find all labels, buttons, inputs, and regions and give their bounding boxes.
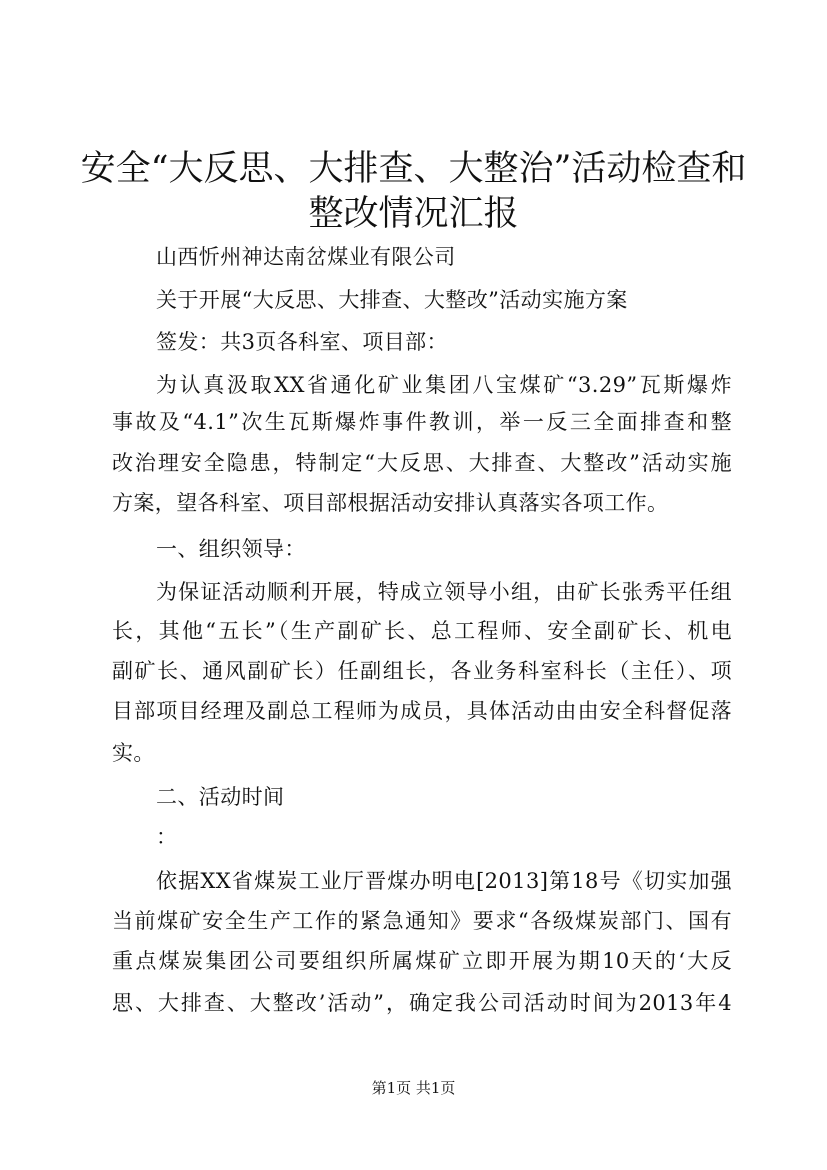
paragraph-line: 目部项目经理及副总工程师为成员，具体活动由由安全科督促落 [112,699,732,723]
paragraph-line: 改治理安全隐患，特制定“大反思、大排查、大整改”活动实施 [112,451,732,475]
colon-line: ： [156,825,178,849]
document-title-line-2: 整改情况汇报 [308,194,519,234]
paragraph-line: 方案，望各科室、项目部根据活动安排认真落实各项工作。 [112,491,669,515]
company-name: 山西忻州神达南岔煤业有限公司 [156,245,456,269]
paragraph-line: 为保证活动顺利开展，特成立领导小组，由矿长张秀平任组 [156,580,732,604]
paragraph-line: 副矿长、通风副矿长）任副组长，各业务科室科长（主任）、项 [112,659,732,683]
paragraph-line: 事故及“4.1”次生瓦斯爆炸事件教训，举一反三全面排查和整 [112,410,732,434]
issuance-line: 签发：共3页各科室、项目部： [156,330,448,354]
paragraph-line: 长，其他“五长”（生产副矿长、总工程师、安全副矿长、机电 [112,619,732,643]
paragraph-line: 重点煤炭集团公司要组织所属煤矿立即开展为期10天的‘大反 [112,949,732,973]
page-footer: 第1页 共1页 [371,1079,456,1097]
paragraph-line: 思、大排查、大整改’活动”，确定我公司活动时间为2013年4 [112,991,732,1015]
section-heading-organization: 一、组织领导： [156,537,306,561]
paragraph-line: 当前煤矿安全生产工作的紧急通知》要求“各级煤炭部门、国有 [112,909,732,933]
document-title-line-1: 安全“大反思、大排查、大整治”活动检查和 [80,149,747,189]
notice-heading: 关于开展“大反思、大排查、大整改”活动实施方案 [156,288,628,312]
paragraph-line: 依据XX省煤炭工业厅晋煤办明电[2013]第18号《切实加强 [156,869,732,893]
paragraph-line: 实。 [112,741,155,765]
section-heading-schedule: 二、活动时间 [156,785,285,809]
paragraph-line: 为认真汲取XX省通化矿业集团八宝煤矿“3.29”瓦斯爆炸 [156,373,732,397]
